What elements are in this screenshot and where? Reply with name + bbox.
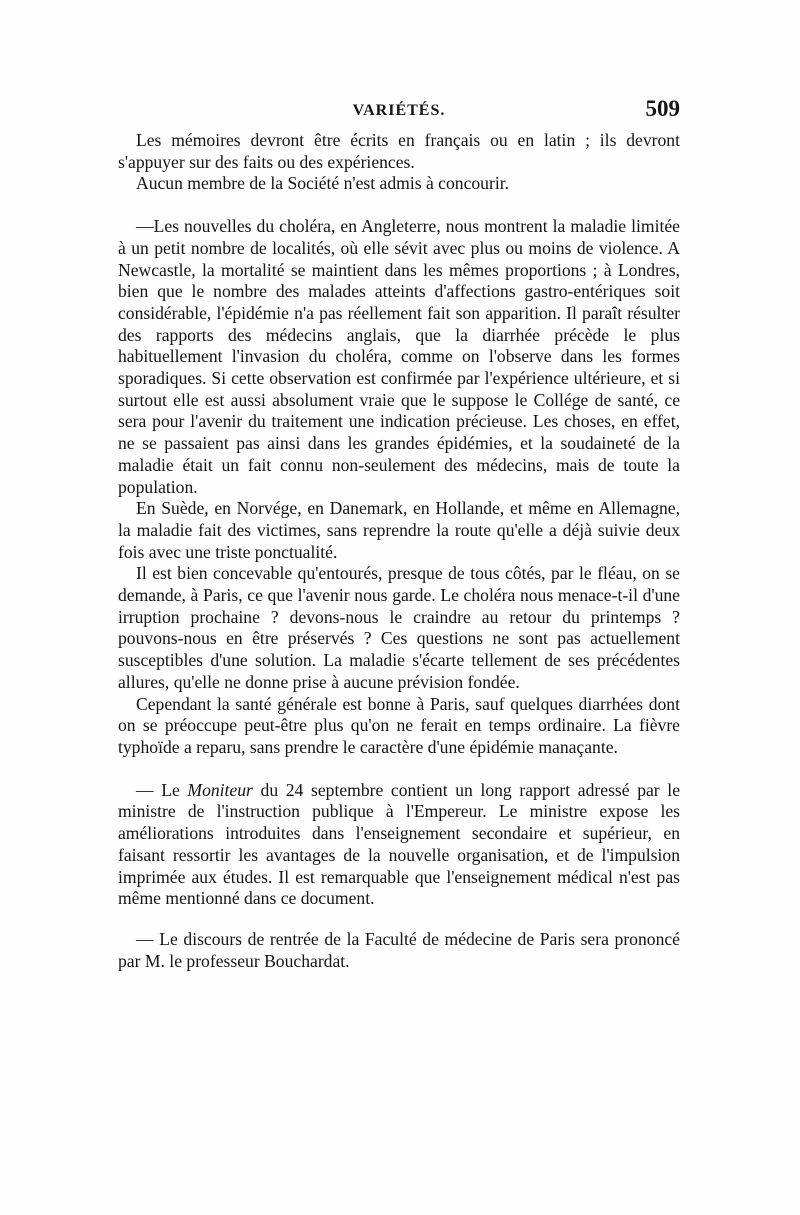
paragraph-sante-generale: Cependant la santé générale est bonne à Paris, sauf quelques diarrhées dont on se préoccupe peut-être plus qu'on ne ferait en temps ordinaire. La fièvre typhoïde a reparu, sans prendre le caractère d'une épidémie manaçante. [118, 693, 680, 757]
moniteur-rest: du 24 septembre contient un long rapport adressé par le ministre de l'instruction publique à l'Empereur. Le ministre expose les améliorations introduites dans l'enseignement secondaire et supérieur, en faisant ressortir les avantages de la nouvelle organisation, et de l'impulsion imprimée aux études. Il est remarquable que l'enseignement médical n'est pas même mentionné dans ce document. [118, 779, 680, 909]
page-number: 509 [645, 96, 680, 121]
paragraph-memoires: Les mémoires devront être écrits en français ou en latin ; ils devront s'appuyer sur des faits ou des expériences. [118, 130, 680, 172]
running-head [118, 96, 680, 126]
paragraph-moniteur [118, 780, 680, 910]
paragraph-cholera-europe: En Suède, en Norvége, en Danemark, en Hollande, et même en Allemagne, la maladie fait des victimes, sans reprendre la route qu'elle a déjà suivie deux fois avec une triste ponctualité. [118, 498, 680, 562]
paragraph-societe: Aucun membre de la Société n'est admis à concourir. [136, 173, 510, 194]
moniteur-title: Moniteur [187, 779, 253, 800]
paragraph-cholera-paris: Il est bien concevable qu'entourés, presque de tous côtés, par le fléau, on se demande, à Paris, ce que l'avenir nous garde. Le choléra nous menace-t-il d'une irruption prochaine ? devons-nous le craindre au retour du printemps ? pouvons-nous en être préservés ? Ces questions ne sont pas actuellement susceptibles d'une solution. La maladie s'écarte tellement de ses précédentes allures, qu'elle ne donne prise à aucune prévision fondée. [118, 563, 680, 692]
moniteur-lead: — Le [136, 779, 188, 800]
running-title: VARIÉTÉS. [352, 102, 446, 119]
paragraph-discours: — Le discours de rentrée de la Faculté de médecine de Paris sera prononcé par M. le professeur Bouchardat. [118, 928, 680, 971]
page-body [118, 130, 680, 972]
paragraph-cholera-angleterre: —Les nouvelles du choléra, en Angleterre, nous montrent la maladie limitée à un petit nombre de localités, où elle sévit avec plus ou moins de violence. A Newcastle, la mortalité se maintient dans les mêmes proportions ; à Londres, bien que le nombre des malades atteints d'affections gastro-entériques soit considérable, l'épidémie n'a pas réellement fait son apparition. Il paraît résulter des rapports des médecins anglais, que la diarrhée précède le plus habituellement l'invasion du choléra, comme on l'observe dans les formes sporadiques. Si cette observation est confirmée par l'expérience ultérieure, et si surtout elle est aussi absolument vraie que le suppose le Collége de santé, ce sera pour l'avenir du traitement une indication précieuse. Les choses, en effet, ne se passaient pas ainsi dans les grandes épidémies, et la soudaineté de la maladie était un fait connu non-seulement des médecins, mais de toute la population. [118, 216, 680, 497]
